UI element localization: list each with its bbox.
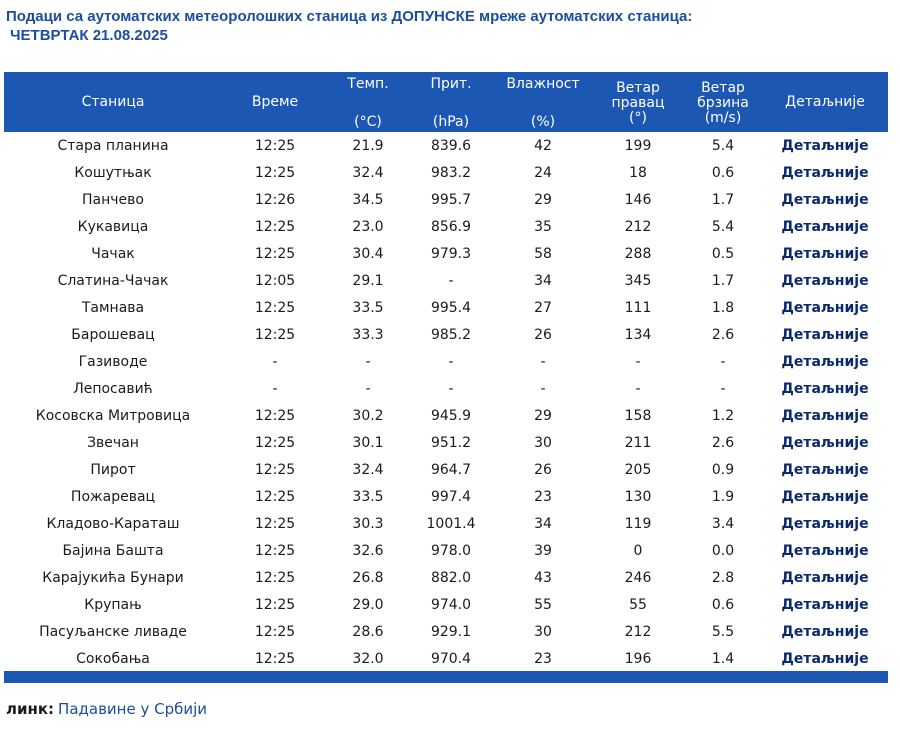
time-cell: 12:25 (254, 488, 296, 505)
pressure-cell: 964.7 (430, 461, 472, 478)
wind-direction-cell: 111 (624, 299, 652, 316)
pressure-cell: - (448, 353, 454, 370)
details-cell (762, 132, 888, 159)
wind-direction-cell: 345 (624, 272, 652, 289)
details-link[interactable]: Детаљније (781, 326, 869, 343)
time-cell: 12:25 (254, 245, 296, 262)
table-footer-bar (4, 671, 888, 683)
pressure-cell: 997.4 (430, 488, 472, 505)
table-row (4, 267, 888, 294)
temperature-cell: 21.9 (352, 137, 384, 154)
humidity-cell: 24 (534, 164, 552, 181)
temperature-cell: 32.4 (352, 461, 384, 478)
humidity-cell: 30 (534, 434, 552, 451)
pressure-cell: 951.2 (430, 434, 472, 451)
pressure-cell: 985.2 (430, 326, 472, 343)
station-name: Сокобања (76, 650, 150, 667)
pressure-cell: 1001.4 (426, 515, 476, 532)
wind-speed-cell: 0.0 (711, 542, 735, 559)
table-row (4, 213, 888, 240)
time-cell: 12:25 (254, 218, 296, 235)
station-name: Лепосавић (73, 380, 153, 397)
wind-direction-cell: 134 (624, 326, 652, 343)
details-link[interactable]: Детаљније (781, 515, 869, 532)
wind-speed-cell: 5.4 (711, 218, 735, 235)
pressure-cell: 945.9 (430, 407, 472, 424)
col-header-humidity: Влажност (%) (494, 72, 592, 132)
pressure-cell: 929.1 (430, 623, 472, 640)
details-link[interactable]: Детаљније (781, 191, 869, 208)
temperature-cell: 30.4 (352, 245, 384, 262)
page-title (6, 7, 886, 45)
details-cell (762, 510, 888, 537)
pressure-cell: 839.6 (430, 137, 472, 154)
station-name: Чачак (91, 245, 135, 262)
details-cell (762, 321, 888, 348)
details-link[interactable]: Детаљније (781, 434, 869, 451)
table-row (4, 591, 888, 618)
humidity-cell: 58 (534, 245, 552, 262)
temperature-cell: 23.0 (352, 218, 384, 235)
station-name: Газиводе (78, 353, 148, 370)
temperature-cell: 29.0 (352, 596, 384, 613)
pressure-cell: 995.4 (430, 299, 472, 316)
station-name: Слатина-Чачак (57, 272, 169, 289)
station-name: Пирот (90, 461, 136, 478)
table-row (4, 294, 888, 321)
wind-direction-cell: - (635, 353, 641, 370)
pressure-cell: 979.3 (430, 245, 472, 262)
col-header-station: Станица (4, 72, 222, 132)
humidity-cell: 23 (534, 650, 552, 667)
table-row (4, 645, 888, 672)
station-name: Тамнава (81, 299, 145, 316)
wind-speed-cell: 2.6 (711, 326, 735, 343)
time-cell: 12:25 (254, 164, 296, 181)
wind-speed-cell: 5.4 (711, 137, 735, 154)
pressure-cell: 995.7 (430, 191, 472, 208)
station-name: Бајина Башта (62, 542, 164, 559)
wind-direction-cell: 55 (629, 596, 647, 613)
details-cell (762, 186, 888, 213)
time-cell: 12:25 (254, 542, 296, 559)
wind-direction-cell: - (635, 380, 641, 397)
wind-direction-cell: 288 (624, 245, 652, 262)
station-name: Пасуљанске ливаде (39, 623, 187, 640)
pressure-cell: 983.2 (430, 164, 472, 181)
table-row (4, 510, 888, 537)
time-cell: - (272, 353, 278, 370)
time-cell: 12:25 (254, 299, 296, 316)
pressure-cell: 974.0 (430, 596, 472, 613)
stations-table (4, 72, 888, 672)
temperature-cell: 32.0 (352, 650, 384, 667)
temperature-cell: 32.4 (352, 164, 384, 181)
details-cell (762, 537, 888, 564)
station-name: Стара планина (57, 137, 169, 154)
time-cell: 12:25 (254, 407, 296, 424)
humidity-cell: 29 (534, 191, 552, 208)
details-link[interactable]: Детаљније (781, 218, 869, 235)
details-link[interactable]: Детаљније (781, 353, 869, 370)
table-row (4, 618, 888, 645)
station-name: Кукавица (77, 218, 149, 235)
time-cell: - (272, 380, 278, 397)
humidity-cell: 26 (534, 461, 552, 478)
details-cell (762, 402, 888, 429)
station-name: Панчево (82, 191, 144, 208)
station-name: Пожаревац (70, 488, 156, 505)
humidity-cell: 34 (534, 515, 552, 532)
precipitation-link[interactable]: Падавине у Србији (58, 700, 208, 718)
details-link[interactable]: Детаљније (781, 461, 869, 478)
humidity-cell: - (540, 353, 546, 370)
temperature-cell: 30.2 (352, 407, 384, 424)
details-cell (762, 483, 888, 510)
wind-direction-cell: 146 (624, 191, 652, 208)
wind-direction-cell: 130 (624, 488, 652, 505)
wind-direction-cell: 212 (624, 623, 652, 640)
wind-direction-cell: 246 (624, 569, 652, 586)
wind-direction-cell: 158 (624, 407, 652, 424)
time-cell: 12:25 (254, 623, 296, 640)
humidity-cell: 35 (534, 218, 552, 235)
details-cell (762, 159, 888, 186)
wind-speed-cell: 0.5 (711, 245, 735, 262)
table-row (4, 348, 888, 375)
wind-speed-cell: 0.6 (711, 164, 735, 181)
humidity-cell: 55 (534, 596, 552, 613)
station-name: Кошутњак (74, 164, 152, 181)
details-link[interactable]: Детаљније (781, 650, 869, 667)
humidity-cell: 30 (534, 623, 552, 640)
pressure-cell: 978.0 (430, 542, 472, 559)
temperature-cell: - (365, 380, 371, 397)
details-link[interactable]: Детаљније (781, 245, 869, 262)
wind-direction-cell: 199 (624, 137, 652, 154)
table-row (4, 132, 888, 159)
wind-speed-cell: 1.9 (711, 488, 735, 505)
wind-speed-cell: 1.2 (711, 407, 735, 424)
temperature-cell: - (365, 353, 371, 370)
time-cell: 12:25 (254, 137, 296, 154)
table-row (4, 240, 888, 267)
table-row (4, 186, 888, 213)
temperature-cell: 33.3 (352, 326, 384, 343)
temperature-cell: 28.6 (352, 623, 384, 640)
time-cell: 12:25 (254, 515, 296, 532)
details-cell (762, 348, 888, 375)
pressure-cell: - (448, 272, 454, 289)
humidity-cell: 39 (534, 542, 552, 559)
wind-speed-cell: - (720, 380, 726, 397)
title-line-1: Подаци са аутоматских метеоролошких станица из ДОПУНСКЕ мреже аутоматских станица: (6, 8, 693, 25)
details-link[interactable]: Детаљније (781, 488, 869, 505)
temperature-cell: 33.5 (352, 488, 384, 505)
table-row (4, 537, 888, 564)
table-row (4, 456, 888, 483)
wind-direction-cell: 211 (624, 434, 652, 451)
details-cell (762, 294, 888, 321)
col-header-wind-speed: Ветар брзина (m/s) (684, 72, 762, 132)
humidity-cell: 26 (534, 326, 552, 343)
col-header-time: Време (222, 72, 328, 132)
station-name: Кладово-Караташ (46, 515, 180, 532)
details-link[interactable]: Детаљније (781, 407, 869, 424)
temperature-cell: 26.8 (352, 569, 384, 586)
col-header-pressure: Прит. (hPa) (408, 72, 494, 132)
wind-speed-cell: 1.7 (711, 272, 735, 289)
wind-speed-cell: 5.5 (711, 623, 735, 640)
table-row (4, 159, 888, 186)
time-cell: 12:25 (254, 596, 296, 613)
wind-speed-cell: - (720, 353, 726, 370)
title-date: ЧЕТВРТАК 21.08.2025 (10, 27, 168, 44)
table-row (4, 429, 888, 456)
details-cell (762, 591, 888, 618)
pressure-cell: - (448, 380, 454, 397)
details-cell (762, 375, 888, 402)
table-row (4, 321, 888, 348)
wind-speed-cell: 0.9 (711, 461, 735, 478)
station-name: Звечан (87, 434, 139, 451)
wind-direction-cell: 205 (624, 461, 652, 478)
details-cell (762, 618, 888, 645)
station-name: Карајукића Бунари (42, 569, 184, 586)
time-cell: 12:25 (254, 326, 296, 343)
details-cell (762, 456, 888, 483)
link-label: линк: (6, 700, 55, 718)
table-header-row (4, 72, 888, 132)
table-row (4, 402, 888, 429)
station-name: Барошевац (71, 326, 155, 343)
temperature-cell: 34.5 (352, 191, 384, 208)
wind-direction-cell: 18 (629, 164, 647, 181)
temperature-cell: 29.1 (352, 272, 384, 289)
time-cell: 12:26 (254, 191, 296, 208)
time-cell: 12:25 (254, 461, 296, 478)
pressure-cell: 856.9 (430, 218, 472, 235)
wind-speed-cell: 1.7 (711, 191, 735, 208)
humidity-cell: 23 (534, 488, 552, 505)
footer-link-line (6, 700, 207, 718)
temperature-cell: 33.5 (352, 299, 384, 316)
temperature-cell: 30.3 (352, 515, 384, 532)
wind-speed-cell: 1.4 (711, 650, 735, 667)
details-link[interactable]: Детаљније (781, 569, 869, 586)
station-name: Крупањ (84, 596, 142, 613)
details-cell (762, 429, 888, 456)
details-cell (762, 645, 888, 672)
temperature-cell: 32.6 (352, 542, 384, 559)
details-cell (762, 564, 888, 591)
details-link[interactable]: Детаљније (781, 596, 869, 613)
humidity-cell: 34 (534, 272, 552, 289)
details-link[interactable]: Детаљније (781, 380, 869, 397)
humidity-cell: 27 (534, 299, 552, 316)
table-row (4, 564, 888, 591)
details-link[interactable]: Детаљније (781, 137, 869, 154)
pressure-cell: 970.4 (430, 650, 472, 667)
wind-direction-cell: 0 (633, 542, 643, 559)
table-row (4, 483, 888, 510)
details-link[interactable]: Детаљније (781, 299, 869, 316)
humidity-cell: - (540, 380, 546, 397)
col-header-wind-direction: Ветар правац (°) (592, 72, 684, 132)
wind-speed-cell: 3.4 (711, 515, 735, 532)
humidity-cell: 29 (534, 407, 552, 424)
wind-direction-cell: 212 (624, 218, 652, 235)
col-header-temp: Темп. (°C) (328, 72, 408, 132)
details-cell (762, 240, 888, 267)
details-link[interactable]: Детаљније (781, 272, 869, 289)
humidity-cell: 43 (534, 569, 552, 586)
details-cell (762, 267, 888, 294)
wind-speed-cell: 2.6 (711, 434, 735, 451)
table-row (4, 375, 888, 402)
wind-direction-cell: 196 (624, 650, 652, 667)
humidity-cell: 42 (534, 137, 552, 154)
time-cell: 12:25 (254, 434, 296, 451)
time-cell: 12:25 (254, 650, 296, 667)
wind-speed-cell: 1.8 (711, 299, 735, 316)
details-cell (762, 213, 888, 240)
pressure-cell: 882.0 (430, 569, 472, 586)
time-cell: 12:05 (254, 272, 296, 289)
wind-speed-cell: 2.8 (711, 569, 735, 586)
details-link[interactable]: Детаљније (781, 542, 869, 559)
temperature-cell: 30.1 (352, 434, 384, 451)
col-header-details: Детаљније (762, 72, 888, 132)
details-link[interactable]: Детаљније (781, 623, 869, 640)
wind-direction-cell: 119 (624, 515, 652, 532)
wind-speed-cell: 0.6 (711, 596, 735, 613)
time-cell: 12:25 (254, 569, 296, 586)
details-link[interactable]: Детаљније (781, 164, 869, 181)
station-name: Косовска Митровица (35, 407, 191, 424)
